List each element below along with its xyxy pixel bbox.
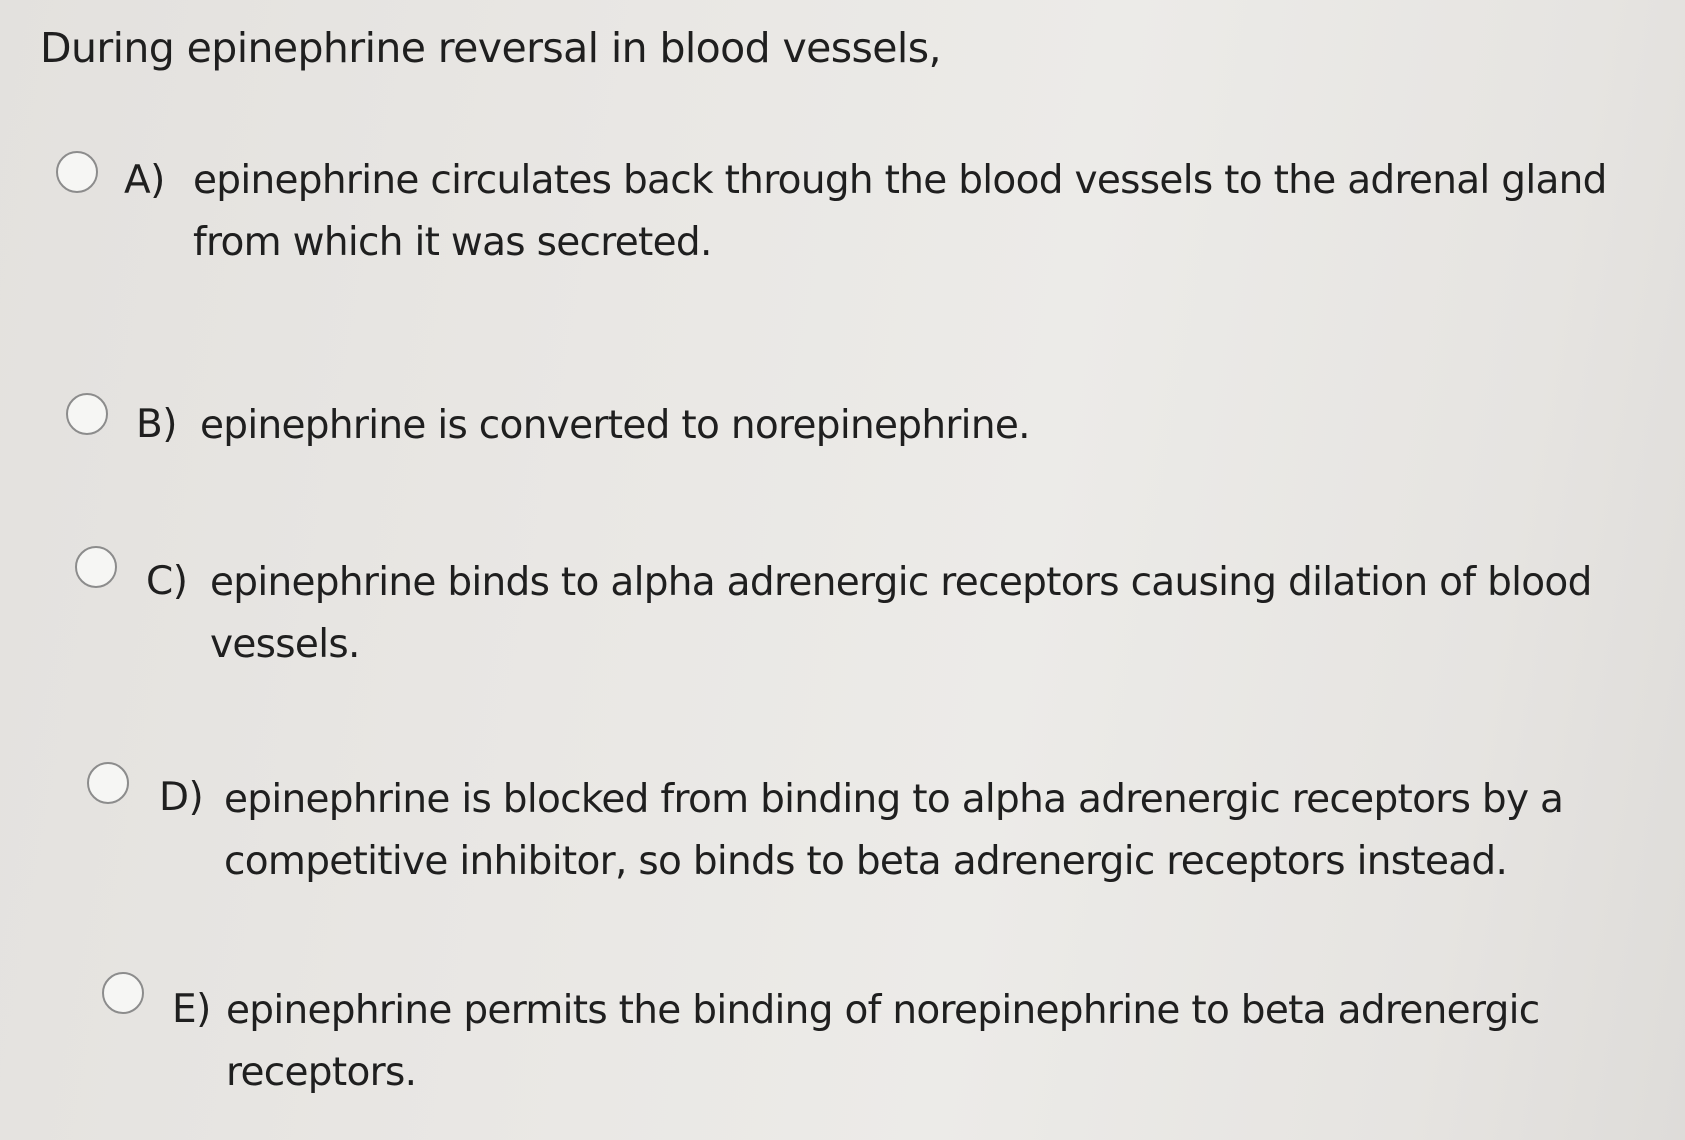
option-letter-d: D) — [159, 775, 204, 820]
radio-button-e[interactable] — [102, 972, 144, 1014]
option-text-d-line-2: competitive inhibitor, so binds to beta adrenergic receptors instead. — [224, 839, 1508, 884]
option-text-a-line-1: epinephrine circulates back through the blood vessels to the adrenal gland — [193, 158, 1607, 203]
option-letter-e: E) — [172, 987, 211, 1032]
option-text-b — [200, 395, 1030, 457]
option-text-d-line-1: epinephrine is blocked from binding to alpha adrenergic receptors by a — [224, 777, 1564, 822]
option-text-e-line-1: epinephrine permits the binding of norepinephrine to beta adrenergic — [226, 988, 1540, 1033]
option-text-d — [224, 769, 1563, 893]
option-text-c — [210, 552, 1592, 676]
option-text-c-line-2: vessels. — [210, 622, 360, 667]
question-text: During epinephrine reversal in blood vessels, — [40, 24, 941, 72]
radio-button-a[interactable] — [56, 151, 98, 193]
option-letter-c: C) — [146, 559, 188, 604]
option-text-a-line-2: from which it was secreted. — [193, 220, 712, 265]
option-text-e — [226, 980, 1540, 1104]
radio-button-c[interactable] — [75, 546, 117, 588]
option-letter-b: B) — [136, 402, 177, 447]
option-text-e-line-2: receptors. — [226, 1050, 417, 1095]
radio-button-d[interactable] — [87, 762, 129, 804]
option-letter-a: A) — [124, 158, 165, 203]
option-text-c-line-1: epinephrine binds to alpha adrenergic receptors causing dilation of blood — [210, 560, 1592, 605]
option-text-b-line-1: epinephrine is converted to norepinephrine. — [200, 403, 1030, 448]
option-text-a — [193, 150, 1607, 274]
radio-button-b[interactable] — [66, 393, 108, 435]
